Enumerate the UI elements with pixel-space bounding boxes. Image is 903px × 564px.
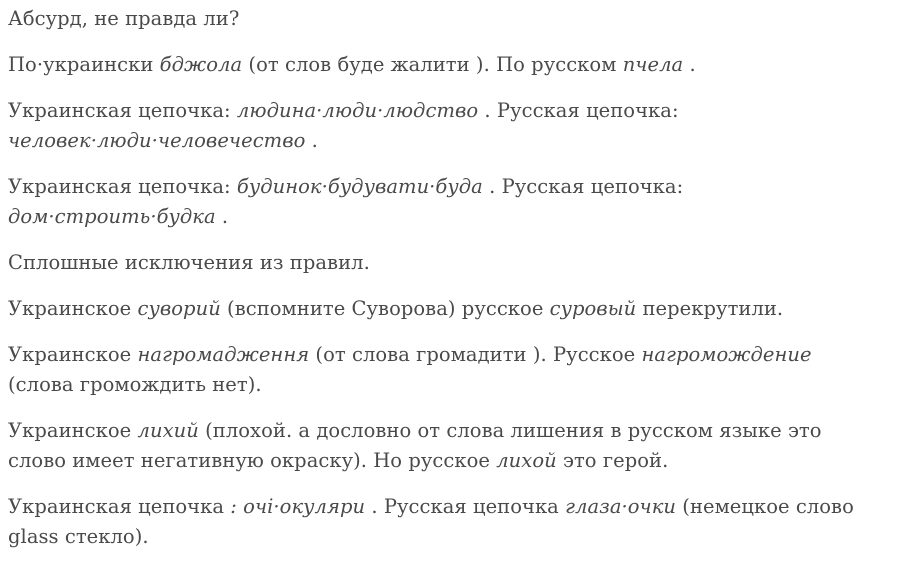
italic-term: нагромадження (137, 343, 310, 366)
italic-term: пчела (622, 53, 684, 76)
italic-term: нагромождение (641, 343, 812, 366)
text-segment: По·украински (8, 53, 160, 76)
italic-term: суровый (549, 297, 637, 320)
text-segment: Украинская цепочка: (8, 175, 237, 198)
text-segment: . (683, 53, 696, 76)
text-segment: Украинское (8, 343, 138, 366)
italic-term: лихой (496, 449, 557, 472)
text-segment: (слова громождить нет). (8, 373, 262, 396)
text-segment: (от слова громадити ). Русское (309, 343, 642, 366)
paragraph (8, 4, 883, 34)
paragraph (8, 248, 883, 278)
text-segment: (от слов буде жалити ). По русском (242, 53, 623, 76)
text-segment: Украинская цепочка: (8, 99, 237, 122)
paragraph (8, 172, 883, 232)
text-segment: перекрутили. (636, 297, 784, 320)
paragraph (8, 340, 883, 400)
italic-term: будинок·будувати·буда (236, 175, 483, 198)
italic-term: человек·люди·человечество (8, 129, 306, 152)
paragraph (8, 492, 883, 552)
text-segment: . (215, 205, 229, 228)
italic-term: бджола (159, 53, 243, 76)
text-segment: Сплошные исключения из правил. (8, 251, 370, 274)
text-segment: . (305, 129, 318, 152)
text-segment: (вспомните Суворова) русское (220, 297, 550, 320)
paragraph (8, 96, 883, 156)
text-segment: Абсурд, не правда ли? (8, 7, 240, 30)
paragraph (8, 416, 883, 476)
italic-term: людина·люди·людство (236, 99, 479, 122)
italic-term: дом·строить·будка (8, 205, 216, 228)
italic-term: : очі·окуляри (230, 495, 366, 518)
text-segment: Украинское (8, 297, 138, 320)
italic-term: лихий (137, 419, 199, 442)
text-segment: . Русская цепочка (365, 495, 566, 518)
italic-term: глаза·очки (565, 495, 677, 518)
text-segment: . Русская цепочка: (482, 175, 684, 198)
text-segment: . Русская цепочка: (478, 99, 679, 122)
text-segment: Украинское (8, 419, 138, 442)
text-segment: (немецкое слово glass стекло). (8, 495, 854, 548)
text-segment: (плохой. а дословно от слова лишения в русском языке это слово имеет негативную окраску). Но русское (8, 419, 822, 472)
paragraph (8, 294, 883, 324)
paragraph (8, 50, 883, 80)
text-segment: Украинская цепочка (8, 495, 231, 518)
italic-term: суворий (137, 297, 221, 320)
text-segment: это герой. (556, 449, 669, 472)
